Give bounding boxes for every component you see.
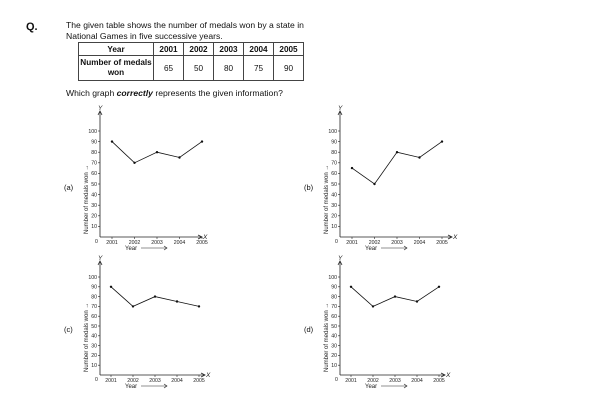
- y-tick-label: 60: [331, 171, 337, 178]
- data-point: [132, 305, 134, 307]
- y-tick-label: 60: [91, 314, 97, 320]
- data-point: [133, 162, 135, 164]
- data-point: [178, 156, 180, 158]
- y-tick-label: 10: [331, 224, 337, 231]
- graph-d-chart: [300, 255, 500, 400]
- x-axis-title: Year: [365, 246, 378, 252]
- x-tick-label: 2001: [345, 378, 357, 384]
- data-point: [441, 140, 443, 142]
- x-tick-label: 2001: [346, 240, 358, 246]
- x-axis-letter: X: [446, 372, 451, 379]
- prompt-end: represents the given information?: [152, 88, 283, 98]
- y-tick-label: 50: [331, 323, 337, 330]
- y-tick-label: 50: [91, 181, 97, 188]
- option-label: (b): [304, 183, 314, 192]
- prompt-emphasis: correctly: [116, 88, 153, 98]
- origin-label: 0: [335, 377, 338, 383]
- table-header-year: Year: [79, 43, 154, 56]
- y-tick-label: 40: [91, 333, 97, 340]
- data-point: [176, 300, 178, 302]
- y-tick-label: 40: [331, 192, 337, 199]
- data-point: [154, 295, 156, 297]
- table-header-cell: 2003: [214, 43, 244, 56]
- y-tick-label: 80: [91, 294, 97, 301]
- x-tick-label: 2004: [171, 378, 183, 384]
- x-axis-title: Year: [365, 384, 378, 390]
- y-tick-label: 70: [91, 304, 97, 311]
- y-tick-label: 40: [331, 333, 337, 340]
- data-point: [351, 167, 353, 169]
- x-tick-label: 2005: [193, 378, 205, 384]
- medals-table: [78, 42, 304, 81]
- x-tick-label: 2003: [149, 378, 161, 384]
- data-point: [111, 140, 113, 142]
- question-number: Q.: [26, 21, 38, 33]
- option-label: (c): [64, 325, 73, 334]
- y-tick-label: 90: [91, 284, 97, 291]
- y-tick-label: 100: [88, 274, 97, 281]
- x-axis-title: Year: [125, 246, 138, 252]
- origin-label: 0: [335, 239, 338, 245]
- x-axis-letter: X: [453, 234, 458, 241]
- y-tick-label: 10: [91, 224, 97, 231]
- y-tick-label: 80: [331, 294, 337, 301]
- table-cell: 80: [214, 56, 244, 81]
- y-tick-label: 20: [91, 213, 97, 220]
- y-tick-label: 60: [91, 171, 97, 178]
- y-tick-label: 20: [331, 353, 337, 360]
- graph-option-c[interactable]: [60, 255, 260, 400]
- data-point: [156, 151, 158, 153]
- origin-label: 0: [95, 377, 98, 383]
- y-tick-label: 30: [91, 343, 97, 350]
- graph-a-chart: [60, 105, 260, 255]
- data-point: [373, 183, 375, 185]
- graph-option-d[interactable]: [300, 255, 500, 400]
- x-tick-label: 2005: [196, 240, 208, 246]
- data-point: [418, 156, 420, 158]
- y-axis-letter: Y: [338, 255, 343, 262]
- y-tick-label: 80: [91, 150, 97, 156]
- question-prompt: [66, 88, 283, 98]
- x-tick-label: 2001: [106, 240, 118, 246]
- x-tick-label: 2003: [151, 240, 163, 246]
- data-point: [416, 300, 418, 302]
- y-tick-label: 70: [331, 304, 337, 311]
- y-tick-label: 30: [91, 203, 97, 209]
- data-point: [396, 151, 398, 153]
- y-axis-letter: Y: [338, 105, 343, 112]
- table-header-cell: 2001: [154, 43, 184, 56]
- y-tick-label: 90: [331, 139, 337, 146]
- table-row-header: Number of medals won: [79, 56, 154, 81]
- y-tick-label: 30: [331, 203, 337, 209]
- data-point: [201, 140, 203, 142]
- y-tick-label: 10: [91, 363, 97, 369]
- table-cell: 65: [154, 56, 184, 81]
- graph-option-b[interactable]: [300, 105, 500, 255]
- data-point: [372, 305, 374, 307]
- y-tick-label: 90: [331, 284, 337, 291]
- x-tick-label: 2003: [389, 378, 401, 384]
- prompt-start: Which graph: [66, 88, 117, 98]
- data-point: [438, 286, 440, 288]
- x-tick-label: 2002: [128, 240, 141, 246]
- y-tick-label: 100: [328, 274, 337, 281]
- y-axis-title: Number of medals won →: [84, 302, 90, 372]
- series-line: [352, 142, 442, 184]
- y-axis-letter: Y: [98, 255, 103, 262]
- graph-b-chart: [300, 105, 500, 255]
- x-tick-label: 2005: [436, 240, 448, 246]
- y-tick-label: 80: [331, 150, 337, 156]
- y-tick-label: 50: [331, 181, 337, 188]
- y-axis-title: Number of medals won →: [84, 164, 90, 234]
- x-tick-label: 2003: [391, 240, 403, 246]
- x-tick-label: 2002: [368, 240, 381, 246]
- data-point: [350, 286, 352, 288]
- y-axis-title: Number of medals won →: [324, 164, 330, 234]
- x-tick-label: 2004: [173, 240, 186, 246]
- graph-c-chart: [60, 255, 260, 400]
- table-row: [79, 43, 304, 56]
- y-tick-label: 70: [91, 160, 97, 167]
- y-tick-label: 30: [331, 343, 337, 350]
- y-tick-label: 90: [91, 139, 97, 146]
- option-label: (a): [64, 183, 74, 192]
- y-tick-label: 40: [91, 192, 97, 199]
- table-header-cell: 2002: [184, 43, 214, 56]
- data-point: [198, 305, 200, 307]
- graph-option-a[interactable]: [60, 105, 260, 255]
- y-tick-label: 50: [91, 323, 97, 330]
- x-tick-label: 2004: [413, 240, 426, 246]
- x-tick-label: 2002: [367, 378, 379, 384]
- option-label: (d): [304, 325, 314, 334]
- y-tick-label: 100: [88, 128, 97, 135]
- data-point: [110, 286, 112, 288]
- x-tick-label: 2001: [105, 378, 117, 384]
- x-tick-label: 2002: [127, 378, 139, 384]
- y-tick-label: 100: [328, 128, 337, 135]
- data-point: [394, 295, 396, 297]
- table-cell: 50: [184, 56, 214, 81]
- origin-label: 0: [95, 239, 98, 245]
- y-axis-title: Number of medals won →: [324, 302, 330, 372]
- y-tick-label: 10: [331, 363, 337, 369]
- y-axis-letter: Y: [98, 105, 103, 112]
- y-tick-label: 20: [91, 353, 97, 360]
- y-tick-label: 70: [331, 160, 337, 167]
- table-header-cell: 2005: [274, 43, 304, 56]
- table-cell: 90: [274, 56, 304, 81]
- table-row: [79, 56, 304, 81]
- x-axis-title: Year: [125, 384, 138, 390]
- x-tick-label: 2005: [433, 378, 445, 384]
- x-tick-label: 2004: [411, 378, 423, 384]
- x-axis-letter: X: [206, 372, 211, 379]
- y-tick-label: 20: [331, 213, 337, 220]
- table-cell: 75: [244, 56, 274, 81]
- table-header-cell: 2004: [244, 43, 274, 56]
- y-tick-label: 60: [331, 314, 337, 320]
- question-text: The given table shows the number of medals won by a state in National Games in five successive years.: [66, 20, 304, 41]
- x-axis-letter: X: [203, 234, 208, 241]
